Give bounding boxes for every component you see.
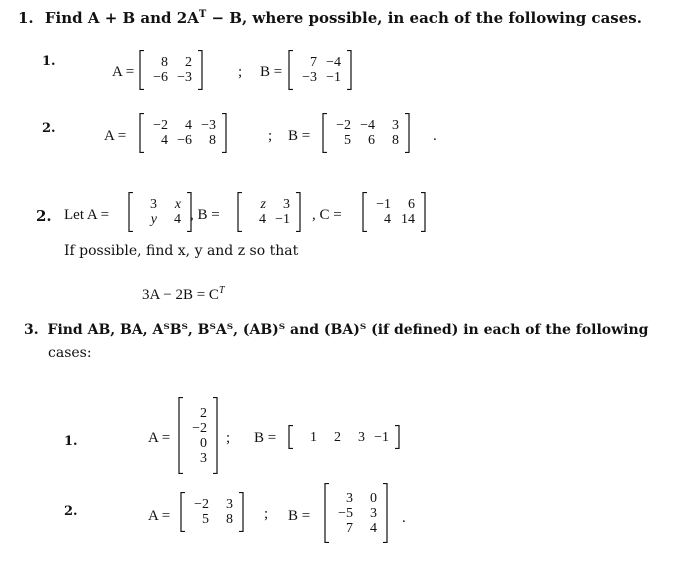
q3-text2: cases:: [48, 345, 92, 361]
matrix-cell: 5: [202, 512, 209, 527]
matrix-cells: [294, 50, 346, 90]
matrix-cell: 8: [226, 512, 233, 527]
q2-matrix-A: [128, 192, 192, 232]
matrix-cells: [368, 192, 420, 232]
matrix-cell: −4: [360, 118, 375, 133]
matrix-cell: −3: [177, 70, 192, 85]
q3-case1-sep: ;: [226, 430, 231, 446]
matrix-right-bracket: [212, 397, 218, 474]
matrix-cell: 7: [310, 55, 317, 70]
matrix-cell: 7: [346, 520, 353, 536]
q1-case2-A-label: A =: [104, 128, 127, 144]
matrix-row: [136, 197, 184, 212]
matrix-cell: 3: [283, 197, 290, 212]
matrix-cell: 2: [334, 429, 341, 445]
matrix-cell: 6: [368, 133, 375, 148]
matrix-row: [245, 212, 293, 227]
matrix-row: [245, 197, 293, 212]
matrix-row: [370, 212, 418, 227]
matrix-right-bracket: [221, 113, 227, 153]
matrix-row: [186, 436, 210, 451]
matrix-right-bracket: [346, 50, 352, 90]
matrix-right-bracket: [394, 425, 400, 449]
q2-matrix-C: [362, 192, 426, 232]
matrix-row: [332, 506, 380, 521]
matrix-right-bracket: [382, 483, 388, 543]
matrix-cell: −1: [374, 429, 389, 445]
matrix-cell: 8: [161, 55, 168, 70]
right-bracket: [420, 192, 426, 232]
matrix-cell: 3: [370, 505, 377, 521]
matrix-cells: [294, 425, 394, 449]
matrix-row: [147, 55, 195, 70]
matrix-cells: [243, 192, 295, 232]
q3-case1-matrix-A: [178, 397, 218, 474]
right-bracket: [382, 483, 388, 543]
matrix-row: [330, 133, 402, 148]
q1-case1-A-label: A =: [112, 64, 135, 80]
right-bracket: [346, 50, 352, 90]
matrix-row: [188, 512, 236, 527]
matrix-row: [370, 197, 418, 212]
matrix-cell: 4: [174, 212, 181, 227]
matrix-row: [296, 70, 344, 85]
matrix-row: [332, 491, 380, 506]
matrix-cell: −5: [338, 505, 353, 521]
matrix-cell: x: [174, 197, 181, 212]
matrix-cells: [328, 113, 404, 153]
q3-case1-matrix-B: [288, 425, 400, 449]
q1-case1-matrix-A: [139, 50, 203, 90]
matrix-cell: 3: [200, 450, 207, 466]
q1-case2-matrix-B: [322, 113, 410, 153]
q2-equation-text: 3A − 2B = C: [142, 287, 219, 303]
q2-number: 2.: [36, 207, 52, 225]
q3-heading: [24, 322, 648, 338]
matrix-cell: y: [150, 212, 157, 227]
matrix-cell: 0: [200, 435, 207, 451]
q3-number: 3.: [24, 322, 39, 338]
matrix-cell: 3: [392, 118, 399, 133]
q1-text-after: − B, where possible, in each of the following cases.: [206, 9, 642, 27]
right-bracket: [212, 397, 218, 474]
matrix-right-bracket: [238, 492, 244, 532]
matrix-row: [136, 212, 184, 227]
q3-case2-matrix-B: [324, 483, 388, 543]
matrix-cell: 14: [401, 212, 415, 227]
matrix-row: [296, 430, 392, 445]
q3-case2-sep: ;: [264, 506, 269, 522]
q1-case2-matrix-A: [139, 113, 227, 153]
matrix-cell: −6: [177, 133, 192, 148]
matrix-cells: [330, 483, 382, 543]
matrix-cell: 0: [370, 490, 377, 506]
q2-equation: [142, 285, 225, 304]
matrix-row: [186, 406, 210, 421]
matrix-cell: −3: [201, 118, 216, 133]
q3-case2-A-label: A =: [148, 508, 171, 524]
matrix-cells: [186, 492, 238, 532]
matrix-cell: −2: [194, 497, 209, 512]
q3-case2-matrix-A: [180, 492, 244, 532]
matrix-row: [188, 497, 236, 512]
matrix-cell: −1: [376, 197, 391, 212]
matrix-row: [147, 70, 195, 85]
q1-case2-sep: ;: [268, 128, 273, 144]
q3-case1-A-label: A =: [148, 430, 171, 446]
matrix-cell: 8: [392, 133, 399, 148]
matrix-cells: [145, 50, 197, 90]
matrix-cell: 4: [185, 118, 192, 133]
q2-line2: If possible, find x, y and z so that: [64, 243, 299, 259]
matrix-cell: z: [260, 197, 266, 212]
matrix-cell: −6: [153, 70, 168, 85]
q3-case2-B-label: B =: [288, 508, 311, 524]
q3-case1-B-label: B =: [254, 430, 277, 446]
right-bracket: [197, 50, 203, 90]
matrix-cell: 1: [310, 429, 317, 445]
q1-text: Find A + B and 2A: [44, 9, 199, 27]
right-bracket: [404, 113, 410, 153]
matrix-cell: 2: [185, 55, 192, 70]
q1-case2-label: 2.: [42, 121, 56, 136]
q2-C-label: , C =: [312, 207, 342, 223]
matrix-cell: 5: [344, 133, 351, 148]
q3-text: Find AB, BA, AᵀBᵀ, BᵀAᵀ, (AB)ᵀ and (BA)ᵀ (if defined) in each of the following: [47, 322, 649, 338]
matrix-cell: −2: [192, 420, 207, 436]
matrix-row: [330, 118, 402, 133]
right-bracket: [238, 492, 244, 532]
matrix-cells: [145, 113, 221, 153]
matrix-cell: 4: [161, 133, 168, 148]
q1-case1-label: 1.: [42, 54, 56, 69]
matrix-row: [147, 118, 219, 133]
matrix-cell: 2: [200, 405, 207, 421]
q1-case2-end: .: [433, 128, 437, 144]
q3-case1-label: 1.: [64, 434, 78, 449]
matrix-cell: 4: [370, 520, 377, 536]
q1-sup: T: [198, 9, 207, 20]
matrix-cell: 3: [346, 490, 353, 506]
q2-equation-sup: T: [218, 285, 225, 296]
matrix-cell: −2: [336, 118, 351, 133]
matrix-row: [296, 55, 344, 70]
q1-case2-B-label: B =: [288, 128, 311, 144]
matrix-row: [332, 521, 380, 536]
matrix-cell: −4: [326, 55, 341, 70]
matrix-cell: 3: [358, 429, 365, 445]
matrix-row: [186, 421, 210, 436]
q2-B-label: , B =: [190, 207, 220, 223]
right-bracket: [221, 113, 227, 153]
matrix-cells: [134, 192, 186, 232]
matrix-cell: 3: [150, 197, 157, 212]
matrix-cell: 6: [408, 197, 415, 212]
matrix-right-bracket: [404, 113, 410, 153]
right-bracket: [295, 192, 301, 232]
matrix-cell: 8: [209, 133, 216, 148]
matrix-cell: 4: [384, 212, 391, 227]
matrix-row: [147, 133, 219, 148]
q3-case2-end: .: [402, 510, 406, 526]
q1-case1-matrix-B: [288, 50, 352, 90]
matrix-cell: 3: [226, 497, 233, 512]
q1-heading: [18, 9, 642, 27]
matrix-right-bracket: [197, 50, 203, 90]
matrix-right-bracket: [295, 192, 301, 232]
matrix-right-bracket: [420, 192, 426, 232]
matrix-cells: [184, 397, 212, 474]
matrix-cell: −2: [153, 118, 168, 133]
matrix-cell: 4: [259, 212, 266, 227]
q1-number: 1.: [18, 9, 34, 27]
q2-matrix-B: [237, 192, 301, 232]
q2-let: Let A =: [64, 207, 110, 223]
matrix-cell: −3: [302, 70, 317, 85]
q1-case1-B-label: B =: [260, 64, 283, 80]
q3-case2-label: 2.: [64, 504, 78, 519]
matrix-row: [186, 451, 210, 466]
matrix-cell: −1: [275, 212, 290, 227]
right-bracket: [394, 425, 400, 449]
matrix-cell: −1: [326, 70, 341, 85]
q1-case1-sep: ;: [238, 64, 243, 80]
